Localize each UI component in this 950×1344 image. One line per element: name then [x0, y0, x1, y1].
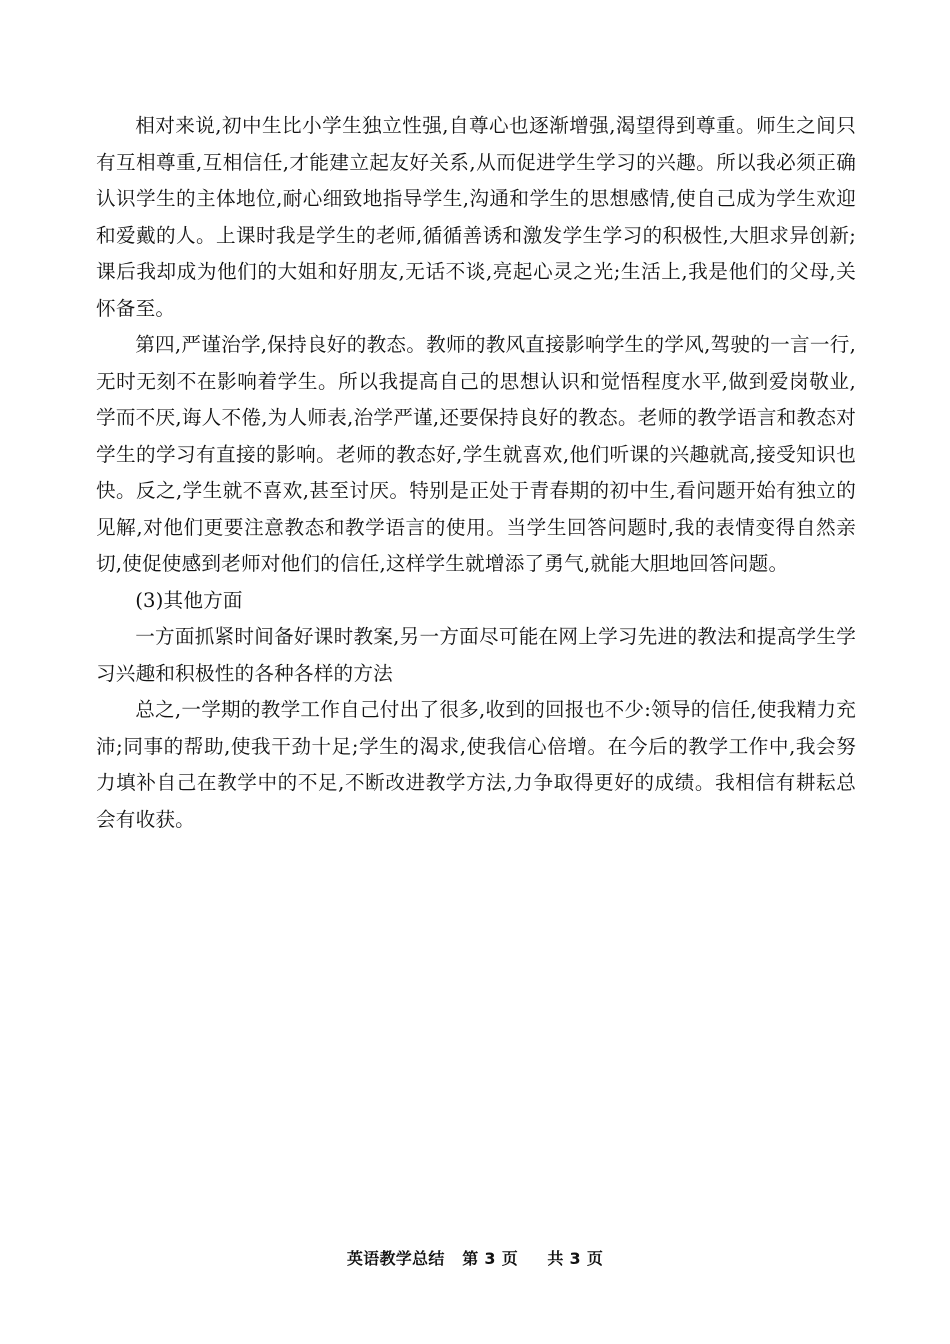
paragraph-respect: 相对来说,初中生比小学生独立性强,自尊心也逐渐增强,渴望得到尊重。师生之间只有互相尊重,互相信任,才能建立起友好关系,从而促进学生学习的兴趣。所以我必须正确认识学生的主体地位,耐心细致地指导学生,沟通和学生的思想感情,使自己成为学生欢迎和爱戴的人。上课时我是学生的老师,循循善诱和激发学生学习的积极性,大胆求异创新;课后我却成为他们的大姐和好朋友,无话不谈,亮起心灵之光;生活上,我是他们的父母,关怀备至。: [96, 114, 856, 320]
page-footer: 英语教学总结 第 3 页 共 3 页: [346, 1249, 604, 1268]
section-heading-other-aspects: (3)其他方面: [135, 588, 243, 612]
paragraph-teaching-attitude: 第四,严谨治学,保持良好的教态。教师的教风直接影响学生的学风,驾驶的一言一行,无时无刻不在影响着学生。所以我提高自己的思想认识和觉悟程度水平,做到爱岗敬业,学而不厌,诲人不倦,为人师表,治学严谨,还要保持良好的教态。老师的教学语言和教态对学生的学习有直接的影响。老师的教态好,学生就喜欢,他们听课的兴趣就高,接受知识也快。反之,学生就不喜欢,甚至讨厌。特别是正处于青春期的初中生,看问题开始有独立的见解,对他们更要注意教态和教学语言的使用。当学生回答问题时,我的表情变得自然亲切,使促使感到老师对他们的信任,这样学生就增添了勇气,就能大胆地回答问题。: [96, 333, 856, 575]
paragraph-other-aspects: 一方面抓紧时间备好课时教案,另一方面尽可能在网上学习先进的教法和提高学生学习兴趣和积极性的各种各样的方法: [96, 625, 856, 685]
document-body: [96, 108, 856, 838]
paragraph-conclusion: 总之,一学期的教学工作自己付出了很多,收到的回报也不少:领导的信任,使我精力充沛;同事的帮助,使我干劲十足;学生的渴求,使我信心倍增。在今后的教学工作中,我会努力填补自己在教学中的不足,不断改进教学方法,力争取得更好的成绩。我相信有耕耘总会有收获。: [96, 698, 856, 831]
